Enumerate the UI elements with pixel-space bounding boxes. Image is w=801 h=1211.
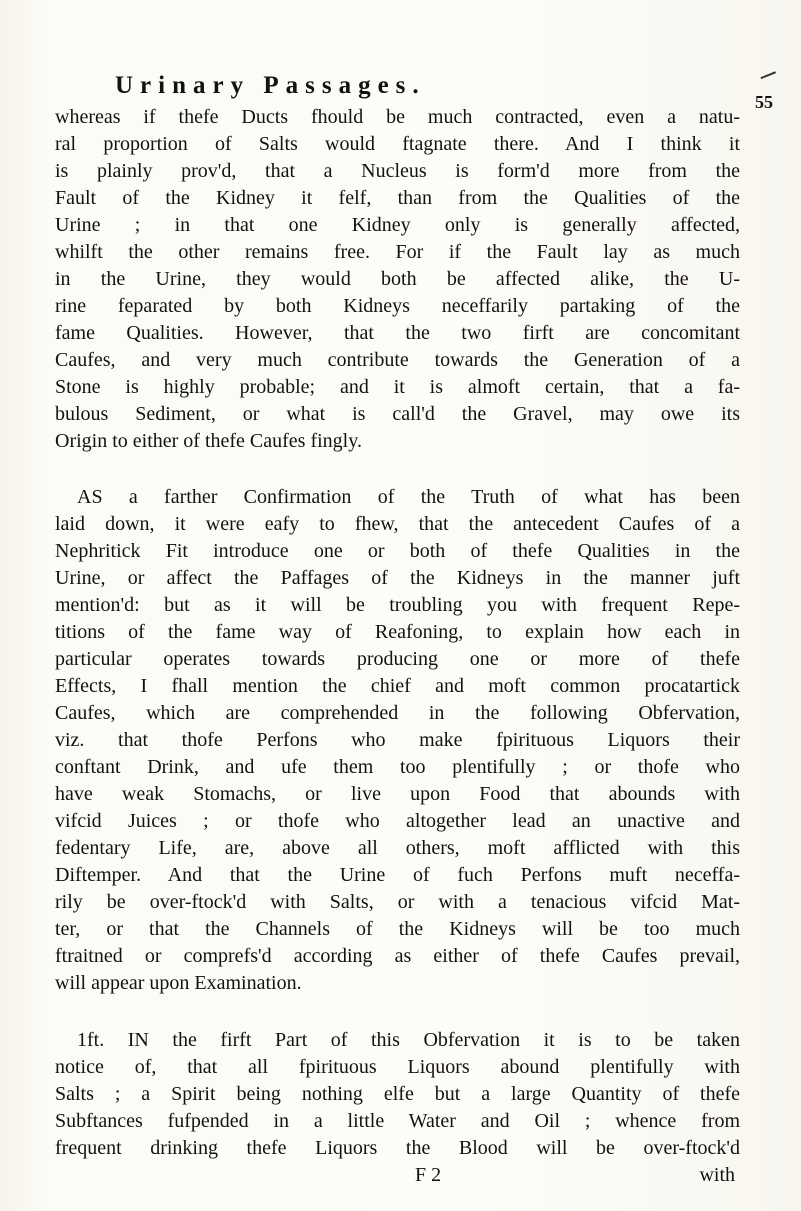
text-line: ftraitned or comprefs'd according as either of thefe Caufes prevail, [55,945,740,967]
paragraph-2 [55,484,740,997]
text-line: fedentary Life, are, above all others, moft afflicted with this [55,837,740,859]
text-line: Origin to either of thefe Caufes fingly. [55,430,362,452]
text-line: particular operates towards producing one or more of thefe [55,648,740,670]
text-line: titions of the fame way of Reafoning, to explain how each in [55,621,740,643]
text-line: have weak Stomachs, or live upon Food that abounds with [55,783,740,805]
text-line: Nephritick Fit introduce one or both of thefe Qualities in the [55,540,740,562]
text-line: Subftances fufpended in a little Water and Oil ; whence from [55,1110,740,1132]
text-line: fame Qualities. However, that the two firft are concomitant [55,322,740,344]
paragraph-3 [55,1027,740,1189]
signature-mark: F 2 [415,1164,442,1186]
text-line: Urine ; in that one Kidney only is generally affected, [55,214,740,236]
text-line: 1ft. IN the firft Part of this Obfervation it is to be taken [77,1029,740,1051]
text-line: Caufes, and very much contribute towards the Generation of a [55,349,740,371]
running-title: Urinary Passages. [115,72,426,99]
text-line: AS a farther Confirmation of the Truth of what has been [77,486,740,508]
text-line: rine feparated by both Kidneys neceffarily partaking of the [55,295,740,317]
text-line: whereas if thefe Ducts fhould be much contracted, even a natu- [55,106,740,128]
text-line: Diftemper. And that the Urine of fuch Perfons muft neceffa- [55,864,740,886]
text-line: will appear upon Examination. [55,972,302,994]
text-line: Effects, I fhall mention the chief and moft common procatartick [55,675,740,697]
text-line: mention'd: but as it will be troubling you with frequent Repe- [55,594,740,616]
text-line: viz. that thofe Perfons who make fpirituous Liquors their [55,729,740,751]
text-line: Fault of the Kidney it felf, than from the Qualities of the [55,187,740,209]
text-line: rily be over-ftock'd with Salts, or with a tenacious vifcid Mat- [55,891,740,913]
page-number: 55 [755,92,773,112]
text-line: Salts ; a Spirit being nothing elfe but a large Quantity of thefe [55,1083,740,1105]
text-line: in the Urine, they would both be affected alike, the U- [55,268,740,290]
text-line: Urine, or affect the Paffages of the Kidneys in the manner juft [55,567,740,589]
text-line: whilft the other remains free. For if the Fault lay as much [55,241,740,263]
text-line: Caufes, which are comprehended in the following Obfervation, [55,702,740,724]
text-line: ter, or that the Channels of the Kidneys will be too much [55,918,740,940]
text-line: is plainly prov'd, that a Nucleus is form'd more from the [55,160,740,182]
text-line: Stone is highly probable; and it is almoft certain, that a fa- [55,376,740,398]
ink-mark [760,71,777,83]
text-line: laid down, it were eafy to fhew, that the antecedent Caufes of a [55,513,740,535]
text-line: frequent drinking thefe Liquors the Blood will be over-ftock'd [55,1137,740,1159]
page-footer [55,1162,740,1189]
paragraph-1 [55,104,740,455]
text-line: notice of, that all fpirituous Liquors abound plentifully with [55,1056,740,1078]
text-line: bulous Sediment, or what is call'd the Gravel, may owe its [55,403,740,425]
text-line: conftant Drink, and ufe them too plentifully ; or thofe who [55,756,740,778]
text-line: ral proportion of Salts would ftagnate there. And I think it [55,133,740,155]
catchword: with [699,1164,735,1186]
text-line: vifcid Juices ; or thofe who altogether lead an unactive and [55,810,740,832]
